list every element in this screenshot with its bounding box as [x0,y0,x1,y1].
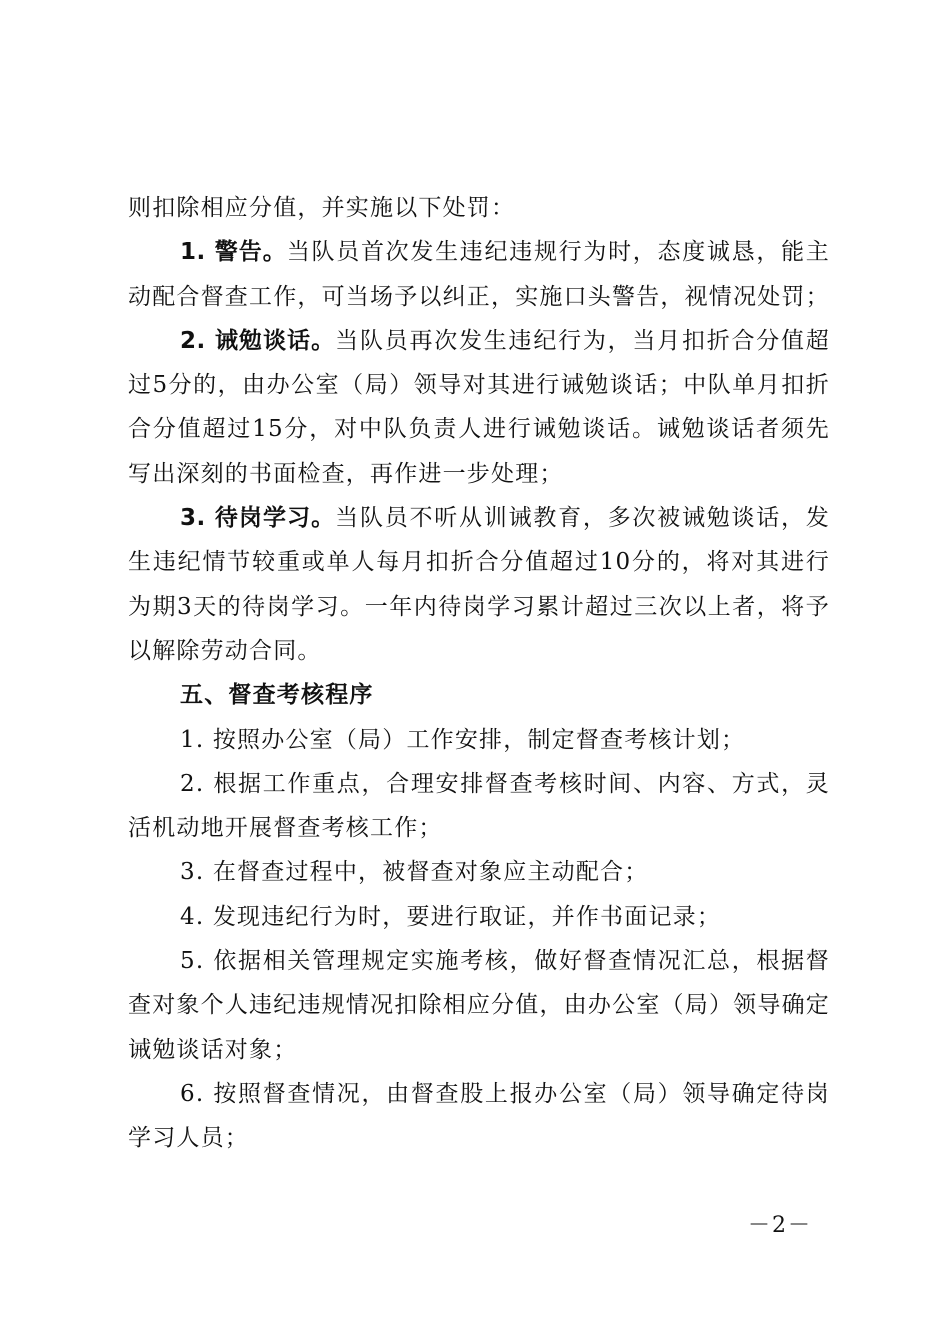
procedure-item: 3. 在督查过程中，被督查对象应主动配合； [180,859,649,886]
procedure-item: 5. 依据相关管理规定实施考核，做好督查情况汇总，根据督查对象个人违纪违规情况扣除相应分值，由办公室（局）领导确定诫勉谈话对象； [128,948,830,1063]
section-heading: 五、督查考核程序 [180,682,374,709]
paragraph-text: 当队员首次发生违纪违规行为时，态度诚恳，能主动配合督查工作，可当场予以纠正，实施口头警告，视情况处罚； [128,239,831,310]
paragraph-text: 则扣除相应分值，并实施以下处罚： [128,195,516,221]
paragraph-standby-study [128,496,830,673]
page-number: －2－ [748,1213,812,1238]
document-body [128,186,830,1161]
paragraph-lead: 2. 诫勉谈话。 [180,327,336,354]
paragraph-warning [128,230,830,319]
procedure-item: 2. 根据工作重点，合理安排督查考核时间、内容、方式，灵活机动地开展督查考核工作； [128,770,830,842]
procedure-item: 6. 按照督查情况，由督查股上报办公室（局）领导确定待岗学习人员； [128,1080,830,1152]
paragraph-lead: 3. 待岗学习。 [180,505,336,532]
paragraph-continuation [128,186,830,230]
paragraph-lead: 1. 警告。 [180,239,287,266]
paragraph-text: 当队员不听从训诫教育，多次被诫勉谈话，发生违纪情节较重或单人每月扣折合分值超过10分的，将对其进行为期3天的待岗学习。一年内待岗学习累计超过三次以上者，将予以解除劳动合同。 [128,505,831,664]
paragraph-text: 当队员再次发生违纪行为，当月扣折合分值超过5分的，由办公室（局）领导对其进行诫勉谈话；中队单月扣折合分值超过15分，对中队负责人进行诫勉谈话。诫勉谈话者须先写出深刻的书面检查，再作进一步处理； [128,327,831,487]
paragraph-admonition-talk [128,319,830,496]
procedure-item: 1. 按照办公室（局）工作安排，制定督查考核计划； [180,726,746,753]
procedure-item: 4. 发现违纪行为时，要进行取证，并作书面记录； [180,903,722,930]
